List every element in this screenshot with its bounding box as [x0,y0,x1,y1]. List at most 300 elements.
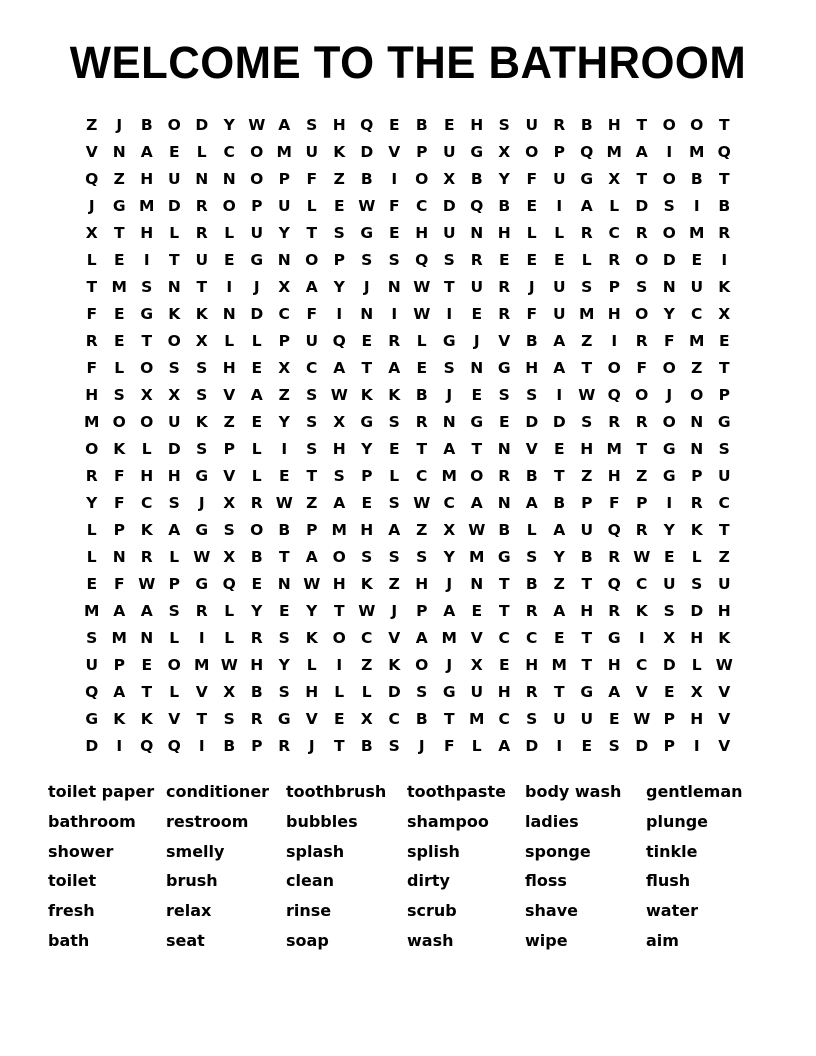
grid-cell: T [581,629,593,647]
grid-cell: N [497,494,511,512]
grid-row [78,409,738,436]
grid-cell: N [140,629,154,647]
grid-cell: E [526,197,538,215]
grid-cell: H [167,467,181,485]
grid-cell: T [443,278,455,296]
grid-row [78,139,738,166]
grid-cell: W [715,656,733,674]
word-list-item: clean [286,871,335,891]
grid-cell: Q [222,575,236,593]
grid-cell: S [388,494,400,512]
grid-cell: P [663,710,675,728]
grid-row [78,112,738,139]
grid-cell: A [388,521,401,539]
grid-cell: H [497,683,511,701]
grid-cell: U [250,224,264,242]
grid-cell: J [308,737,315,755]
grid-cell: H [607,467,621,485]
grid-cell: S [168,602,180,620]
grid-cell: S [196,359,208,377]
grid-cell: K [360,575,373,593]
grid-cell: E [333,710,345,728]
grid-cell: K [635,602,648,620]
grid-cell: T [581,359,593,377]
word-list-item: tinkle [646,841,698,861]
grid-cell: X [498,143,511,161]
grid-cell: V [718,737,731,755]
grid-cell: I [116,737,123,755]
grid-cell: W [633,548,651,566]
grid-cell: E [223,251,235,269]
grid-cell: G [497,548,511,566]
grid-cell: I [666,143,673,161]
grid-cell: E [86,575,98,593]
grid-cell: D [442,197,456,215]
grid-row [78,328,738,355]
grid-cell: V [223,386,236,404]
grid-cell: R [608,413,621,431]
grid-cell: P [278,170,290,188]
grid-cell: O [140,413,154,431]
grid-cell: O [635,386,649,404]
word-list-item: aim [646,930,679,950]
grid-cell: C [526,629,538,647]
grid-cell: R [635,224,648,242]
grid-cell: I [198,629,205,647]
grid-cell: M [111,629,127,647]
grid-cell: W [578,386,596,404]
grid-cell: D [635,737,649,755]
grid-cell: M [111,278,127,296]
grid-cell: M [606,440,622,458]
grid-cell: Z [416,521,428,539]
grid-cell: J [528,278,535,296]
grid-cell: P [306,521,318,539]
grid-cell: R [608,251,621,269]
grid-cell: H [415,224,429,242]
grid-cell: T [498,602,510,620]
grid-cell: S [306,386,318,404]
grid-cell: O [222,197,236,215]
grid-cell: E [498,413,510,431]
grid-cell: N [470,359,484,377]
grid-cell: E [333,197,345,215]
grid-cell: D [525,737,539,755]
grid-cell: L [691,656,702,674]
grid-cell: T [718,116,730,134]
grid-cell: Q [167,737,181,755]
word-list-item: soap [286,930,329,950]
grid-cell: K [195,413,208,431]
grid-cell: B [470,170,483,188]
grid-cell: X [608,170,621,188]
grid-cell: J [446,575,453,593]
grid-cell: P [416,602,428,620]
grid-cell: R [525,602,538,620]
grid-cell: N [360,305,374,323]
grid-cell: C [691,305,703,323]
grid-cell: U [470,278,484,296]
grid-row [78,706,738,733]
word-list-item: brush [166,871,218,891]
grid-cell: M [441,467,457,485]
grid-cell: L [169,683,180,701]
grid-cell: Y [278,224,290,242]
grid-cell: W [358,602,376,620]
grid-cell: L [306,656,317,674]
grid-cell: W [303,575,321,593]
word-list-item: water [646,901,698,921]
grid-cell: V [718,683,731,701]
grid-cell: Y [86,494,98,512]
grid-cell: Z [278,386,290,404]
grid-cell: J [116,116,123,134]
grid-cell: Y [251,602,263,620]
grid-cell: Q [470,197,484,215]
grid-cell: L [334,683,345,701]
grid-cell: M [689,224,705,242]
grid-cell: Y [498,170,510,188]
grid-cell: G [360,413,374,431]
grid-cell: K [168,305,181,323]
grid-cell: J [446,386,453,404]
grid-cell: C [636,575,648,593]
grid-cell: I [446,305,453,323]
grid-cell: K [718,278,731,296]
page-title: WELCOME TO THE BATHROOM [69,37,747,88]
grid-cell: G [662,440,676,458]
grid-cell: G [607,629,621,647]
grid-cell: A [443,440,456,458]
grid-cell: M [441,629,457,647]
grid-cell: A [553,602,566,620]
word-list-item: toilet [48,871,97,891]
grid-cell: G [140,305,154,323]
grid-cell: W [248,116,266,134]
grid-cell: N [442,413,456,431]
grid-cell: P [581,494,593,512]
grid-cell: O [470,467,484,485]
word-list-item: ladies [525,811,579,831]
grid-cell: N [662,278,676,296]
grid-cell: T [553,467,565,485]
grid-cell: L [251,467,262,485]
grid-cell: C [636,656,648,674]
grid-cell: S [306,440,318,458]
grid-cell: A [113,602,126,620]
grid-cell: C [608,224,620,242]
grid-cell: T [498,575,510,593]
grid-cell: G [442,683,456,701]
grid-cell: M [194,656,210,674]
grid-cell: I [693,197,700,215]
grid-cell: Z [581,332,593,350]
word-list-item: flush [646,871,691,891]
grid-cell: S [361,251,373,269]
grid-cell: S [443,359,455,377]
grid-cell: B [580,116,593,134]
grid-cell: R [580,224,593,242]
grid-cell: R [85,332,98,350]
grid-cell: D [85,737,99,755]
grid-row [78,598,738,625]
word-list-item: bath [48,930,90,950]
grid-cell: V [305,710,318,728]
grid-cell: Z [361,656,373,674]
grid-cell: F [526,305,538,323]
grid-cell: C [223,143,235,161]
grid-cell: S [86,629,98,647]
grid-cell: L [169,629,180,647]
grid-cell: X [663,629,676,647]
grid-cell: U [167,413,181,431]
grid-cell: M [689,332,705,350]
grid-cell: A [525,494,538,512]
grid-cell: H [332,116,346,134]
grid-cell: G [277,710,291,728]
grid-cell: H [607,305,621,323]
grid-cell: R [140,548,153,566]
grid-cell: O [415,170,429,188]
word-list-item: conditioner [166,782,270,801]
grid-cell: H [85,386,99,404]
grid-cell: K [388,656,401,674]
grid-cell: V [635,683,648,701]
grid-cell: M [84,413,100,431]
grid-cell: E [498,656,510,674]
grid-cell: T [718,359,730,377]
grid-cell: E [553,251,565,269]
grid-cell: S [278,683,290,701]
grid-cell: K [195,305,208,323]
grid-cell: R [388,332,401,350]
grid-cell: S [223,710,235,728]
grid-cell: X [140,386,153,404]
grid-cell: G [195,521,209,539]
grid-cell: S [443,251,455,269]
grid-cell: E [691,251,703,269]
grid-cell: L [169,548,180,566]
grid-cell: S [526,386,538,404]
grid-cell: C [416,467,428,485]
grid-cell: N [222,170,236,188]
grid-cell: T [168,251,180,269]
word-list-item: seat [166,930,205,950]
grid-cell: N [112,143,126,161]
grid-row [78,463,738,490]
grid-cell: L [581,251,592,269]
word-list-item: shower [48,841,114,861]
grid-cell: G [112,197,126,215]
grid-cell: T [636,170,648,188]
grid-cell: Z [718,548,730,566]
grid-cell: Z [553,575,565,593]
grid-cell: P [361,467,373,485]
grid-cell: E [663,683,675,701]
grid-cell: R [250,494,263,512]
grid-cell: P [113,521,125,539]
grid-cell: J [253,278,260,296]
grid-cell: Y [663,521,675,539]
word-list-item: dirty [407,871,450,891]
grid-cell: D [552,413,566,431]
puzzle-page [0,37,816,1056]
grid-cell: L [306,197,317,215]
grid-cell: B [525,332,538,350]
grid-cell: B [580,548,593,566]
word-list-column [48,777,166,956]
grid-cell: E [278,467,290,485]
grid-cell: W [633,710,651,728]
grid-cell: T [333,737,345,755]
grid-cell: Y [553,548,565,566]
grid-cell: A [168,521,181,539]
grid-cell: U [662,575,676,593]
grid-cell: B [690,170,703,188]
word-list-item: body wash [525,782,622,801]
grid-cell: A [305,278,318,296]
grid-cell: E [526,251,538,269]
grid-cell: O [140,359,154,377]
grid-cell: X [223,548,236,566]
grid-cell: E [251,575,263,593]
grid-cell: N [690,440,704,458]
grid-cell: W [413,305,431,323]
grid-cell: J [418,737,425,755]
grid-cell: H [332,440,346,458]
grid-cell: O [662,170,676,188]
grid-cell: S [498,116,510,134]
grid-cell: I [281,440,288,458]
grid-cell: U [525,116,539,134]
grid-cell: O [112,413,126,431]
grid-cell: R [415,413,428,431]
word-list-column [166,777,286,956]
grid-cell: V [195,683,208,701]
grid-cell: C [443,494,455,512]
grid-cell: N [167,278,181,296]
grid-cell: P [553,143,565,161]
grid-cell: O [250,143,264,161]
grid-cell: W [468,521,486,539]
grid-cell: R [690,494,703,512]
grid-cell: P [416,143,428,161]
grid-row [78,625,738,652]
grid-cell: B [140,116,153,134]
grid-cell: E [168,143,180,161]
grid-cell: X [168,386,181,404]
grid-cell: A [608,683,621,701]
grid-cell: U [552,710,566,728]
grid-cell: J [666,386,673,404]
grid-cell: L [141,440,152,458]
word-list-item: smelly [166,841,225,861]
grid-cell: U [167,170,181,188]
grid-cell: D [360,143,374,161]
grid-cell: E [388,440,400,458]
grid-cell: U [690,278,704,296]
grid-cell: I [226,278,233,296]
grid-cell: R [718,224,731,242]
grid-cell: C [388,710,400,728]
grid-cell: X [470,656,483,674]
grid-cell: M [469,548,485,566]
grid-cell: W [330,386,348,404]
grid-cell: L [251,440,262,458]
grid-cell: B [415,116,428,134]
grid-cell: E [251,359,263,377]
grid-cell: G [580,170,594,188]
grid-cell: O [332,548,346,566]
grid-cell: B [498,197,511,215]
grid-cell: P [168,575,180,593]
grid-cell: E [471,305,483,323]
grid-cell: F [306,170,318,188]
grid-cell: S [388,251,400,269]
grid-cell: G [85,710,99,728]
grid-cell: V [168,710,181,728]
grid-cell: I [556,197,563,215]
grid-cell: S [416,683,428,701]
grid-cell: O [167,116,181,134]
grid-cell: L [471,737,482,755]
grid-cell: H [607,116,621,134]
grid-cell: S [526,548,538,566]
grid-cell: H [580,440,594,458]
grid-cell: J [473,332,480,350]
grid-row [78,382,738,409]
grid-cell: L [526,521,537,539]
grid-cell: Q [607,575,621,593]
grid-cell: A [553,521,566,539]
word-list-item: toothpaste [407,782,506,801]
grid-cell: L [224,224,235,242]
grid-cell: K [360,386,373,404]
grid-cell: O [167,332,181,350]
grid-cell: E [443,116,455,134]
grid-cell: F [443,737,455,755]
grid-cell: D [525,413,539,431]
grid-cell: M [689,143,705,161]
grid-cell: Q [415,251,429,269]
grid-cell: Q [717,143,731,161]
grid-cell: C [416,197,428,215]
grid-cell: D [635,197,649,215]
grid-cell: S [361,548,373,566]
grid-cell: H [332,575,346,593]
grid-cell: F [526,170,538,188]
grid-cell: E [361,494,373,512]
grid-cell: T [636,116,648,134]
grid-cell: T [636,440,648,458]
grid-row [78,301,738,328]
grid-cell: L [169,224,180,242]
word-list-item: scrub [407,901,457,921]
grid-cell: S [306,413,318,431]
grid-cell: R [635,521,648,539]
grid-cell: K [113,440,126,458]
grid-cell: T [333,602,345,620]
grid-cell: L [554,224,565,242]
grid-cell: A [443,602,456,620]
grid-cell: I [391,170,398,188]
grid-cell: L [609,197,620,215]
grid-cell: Y [333,278,345,296]
grid-cell: A [553,332,566,350]
grid-cell: W [358,197,376,215]
grid-cell: R [250,710,263,728]
grid-cell: T [196,278,208,296]
